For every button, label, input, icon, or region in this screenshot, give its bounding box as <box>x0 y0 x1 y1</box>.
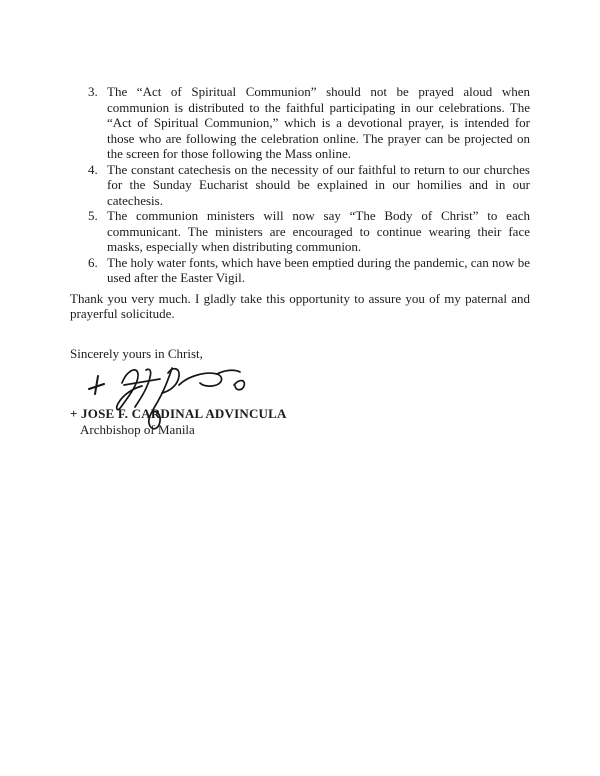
list-item-text: The constant catechesis on the necessity of our faithful to return to our churches for the Sunday Eucharist should be explained in our homilies and in our catechesis. <box>107 161 530 208</box>
directives-list <box>70 84 530 286</box>
letter-body <box>70 84 530 437</box>
signature-icon <box>84 363 252 435</box>
list-item <box>70 208 530 255</box>
signature <box>84 363 530 405</box>
list-item-number: 5. <box>88 208 98 223</box>
list-item <box>70 255 530 286</box>
list-item-number: 6. <box>88 254 98 270</box>
valediction: Sincerely yours in Christ, <box>70 345 203 361</box>
list-item-number: 3. <box>88 84 98 99</box>
signatory-name: + JOSE F. CARDINAL ADVINCULA <box>70 406 287 421</box>
list-item-text: The “Act of Spiritual Communion” should not be prayed aloud when communion is distributed to the faithful participating in our celebrations. The “Act of Spiritual Communion,” which is a devotional prayer, is intended for those who are following the celebration online. The prayer can be projected on the screen for those following the Mass online. <box>107 84 530 161</box>
list-item-number: 4. <box>88 161 98 177</box>
closing-paragraph: Thank you very much. I gladly take this opportunity to assure you of my paternal and prayerful solicitude. <box>70 290 530 321</box>
list-item <box>70 84 530 162</box>
list-item <box>70 162 530 209</box>
signatory-title: Archbishop of Manila <box>80 421 195 437</box>
list-item-text: The holy water fonts, which have been emptied during the pandemic, can now be used after the Easter Vigil. <box>107 254 530 285</box>
list-item-text: The communion ministers will now say “The Body of Christ” to each communicant. The ministers are encouraged to continue wearing their face masks, especially when distributing communion. <box>107 208 530 254</box>
